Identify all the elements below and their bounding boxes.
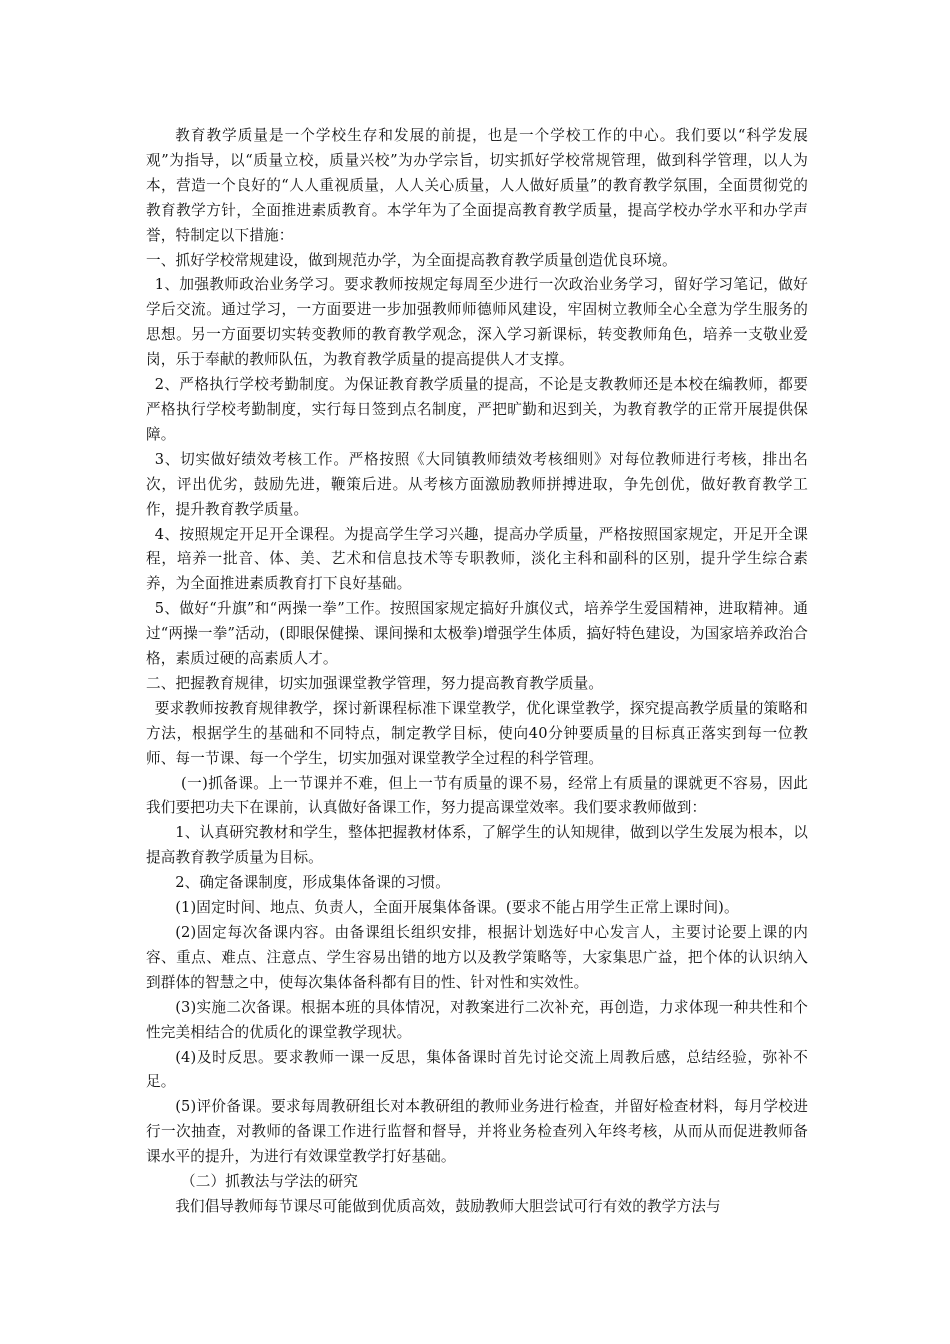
prep-sub-item-4: (4)及时反思。要求教师一课一反思，集体备课时首先讨论交流上周教后感，总结经验，弥补不足。 [146, 1048, 808, 1091]
subsection-prep: (一)抓备课。上一节课并不难，但上一节有质量的课不易，经常上有质量的课就更不容易，因此我们要把功夫下在课前，认真做好备课工作，努力提高课堂效率。我们要求教师做到： [146, 774, 808, 817]
paragraph-item-2: 2、严格执行学校考勤制度。为保证教育教学质量的提高，不论是支教教师还是本校在编教师，都要严格执行学校考勤制度，实行每日签到点名制度，严把旷勤和迟到关，为教育教学的正常开展提供保障。 [146, 376, 808, 443]
paragraph-item-3: 3、切实做好绩效考核工作。严格按照《大同镇教师绩效考核细则》对每位教师进行考核，排出名次，评出优劣，鼓励先进，鞭策后进。从考核方面激励教师拼搏进取，争先创优，做好教育教学工作，提升教育教学质量。 [146, 450, 808, 518]
subsection-methods: （二）抓教法与学法的研究 [181, 1173, 358, 1191]
prep-sub-item-5: (5)评价备课。要求每周教研组长对本教研组的教师业务进行检查，并留好检查材料，每月学校进行一次抽查，对教师的备课工作进行监督和督导，并将业务检查列入年终考核，从而从而促进教师备课水平的提升，为进行有效课堂教学打好基础。 [146, 1098, 808, 1166]
paragraph-teaching-rules: 要求教师按教育规律教学，探讨新课程标准下课堂教学，优化课堂教学，探究提高教学质量的策略和方法，根据学生的基础和不同特点，制定教学目标，使向40分钟要质量的目标真正落实到每一位教师、每一节课、每一个学生，切实加强对课堂教学全过程的科学管理。 [146, 699, 808, 767]
prep-sub-item-3: (3)实施二次备课。根据本班的具体情况，对教案进行二次补充，再创造，力求体现一种共性和个性完美相结合的优质化的课堂教学现状。 [146, 998, 808, 1041]
prep-item-2: 2、确定备课制度，形成集体备课的习惯。 [175, 874, 451, 892]
document-body [146, 124, 808, 1220]
paragraph-item-4: 4、按照规定开足开全课程。为提高学生学习兴趣，提高办学质量，严格按照国家规定，开足开全课程，培养一批音、体、美、艺术和信息技术等专职教师，淡化主科和副科的区别，提升学生综合素养，为全面推进素质教育打下良好基础。 [146, 525, 808, 593]
intro-paragraph: 教育教学质量是一个学校生存和发展的前提，也是一个学校工作的中心。我们要以“科学发展观”为指导，以“质量立校，质量兴校”为办学宗旨，切实抓好学校常规管理，做到科学管理，以人为本，营造一个良好的“人人重视质量，人人关心质量，人人做好质量”的教育教学氛围，全面贯彻党的教育教学方针，全面推进素质教育。本学年为了全面提高教育教学质量，提高学校办学水平和办学声誉，特制定以下措施： [146, 127, 808, 244]
paragraph-item-1: 1、加强教师政治业务学习。要求教师按规定每周至少进行一次政治业务学习，留好学习笔记，做好学后交流。通过学习，一方面要进一步加强教师师德师风建设，牢固树立教师全心全意为学生服务的思想。另一方面要切实转变教师的教育教学观念，深入学习新课标，转变教师角色，培养一支敬业爱岗，乐于奉献的教师队伍，为教育教学质量的提高提供人才支撑。 [146, 276, 808, 369]
prep-item-1: 1、认真研究教材和学生，整体把握教材体系，了解学生的认知规律，做到以学生发展为根本，以提高教育教学质量为目标。 [146, 824, 808, 867]
section-heading-1: 一、抓好学校常规建设，做到规范办学，为全面提高教育教学质量创造优良环境。 [146, 251, 677, 269]
methods-paragraph: 我们倡导教师每节课尽可能做到优质高效，鼓励教师大胆尝试可行有效的教学方法与 [175, 1197, 721, 1215]
prep-sub-item-2: (2)固定每次备课内容。由备课组长组织安排，根据计划选好中心发言人，主要讨论要上课的内容、重点、难点、注意点、学生容易出错的地方以及教学策略等，大家集思广益，把个体的认识纳入到群体的智慧之中，使每次集体备科都有目的性、针对性和实效性。 [146, 924, 808, 991]
prep-sub-item-1: (1)固定时间、地点、负责人，全面开展集体备课。(要求不能占用学生正常上课时间)。 [175, 899, 739, 917]
section-heading-2: 二、把握教育规律，切实加强课堂教学管理，努力提高教育教学质量。 [146, 674, 604, 692]
paragraph-item-5: 5、做好“升旗”和“两操一拳”工作。按照国家规定搞好升旗仪式，培养学生爱国精神，进取精神。通过“两操一拳”活动，(即眼保健操、课间操和太极拳)增强学生体质，搞好特色建设，为国家培养政治合格，素质过硬的高素质人才。 [146, 600, 808, 668]
